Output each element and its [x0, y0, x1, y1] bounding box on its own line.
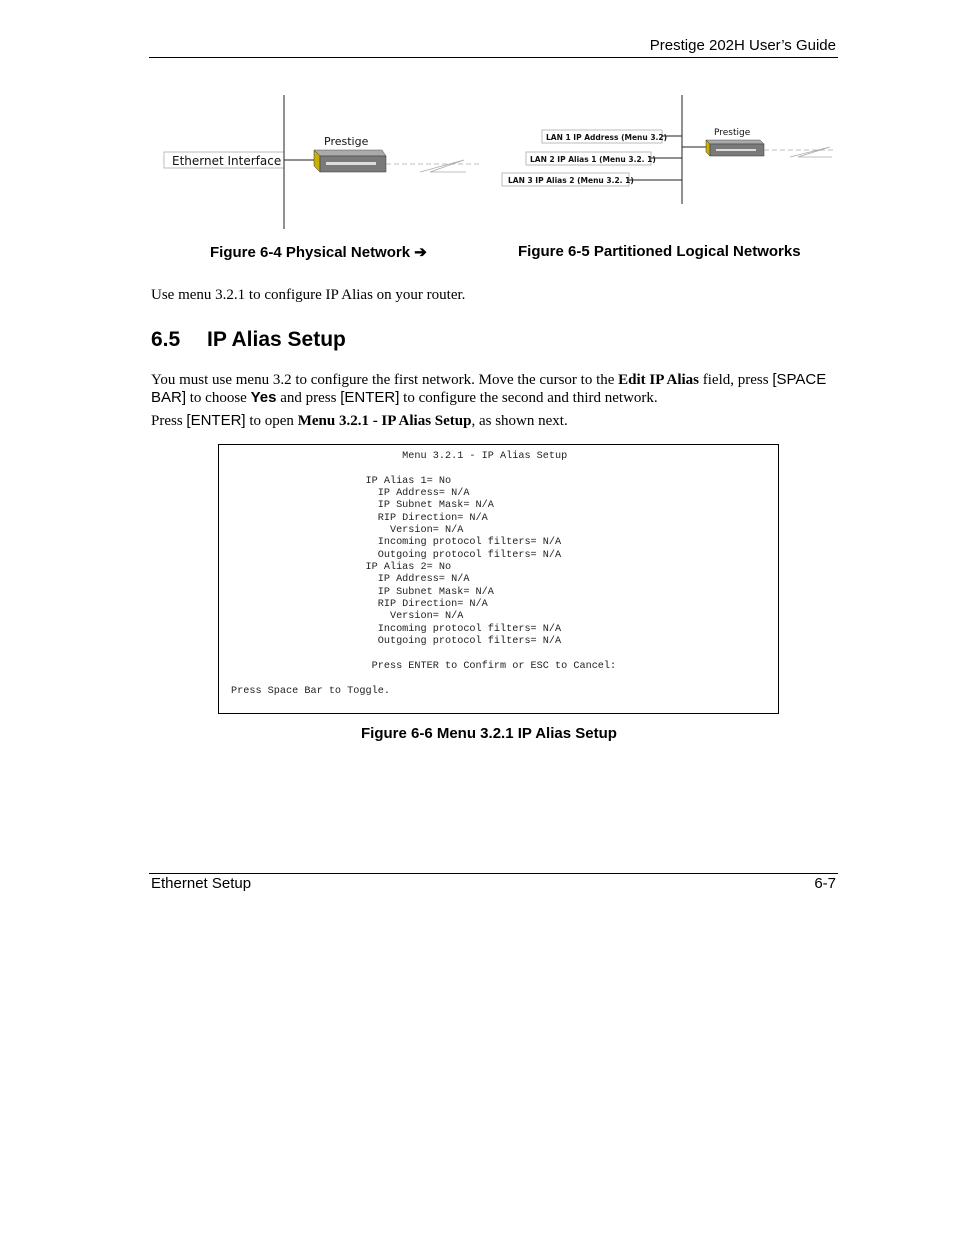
section-number: 6.5 — [151, 328, 181, 351]
para1-text: and press — [276, 390, 341, 406]
menu-screen-line: Press Space Bar to Toggle. — [231, 685, 390, 697]
menu-screen-line: Menu 3.2.1 - IP Alias Setup — [231, 451, 568, 462]
menu-screen-text — [231, 451, 616, 698]
ethernet-label: Ethernet Interface — [172, 154, 282, 168]
figure-physical-network — [160, 92, 480, 232]
para2-text: , as shown next. — [471, 413, 568, 429]
menu-screen-line: IP Alias 2= No — [231, 562, 452, 574]
menu-screen-line: Incoming protocol filters= N/A — [231, 623, 562, 635]
figure-6-5-caption: Figure 6-5 Partitioned Logical Networks — [518, 243, 801, 260]
para1-text: to choose — [186, 390, 251, 406]
menu-screen-line: Outgoing protocol filters= N/A — [231, 636, 562, 648]
footer-rule — [149, 873, 838, 874]
para1-text: to configure the second and third network. — [399, 390, 658, 406]
footer-page-number: 6-7 — [814, 875, 836, 892]
para2-text: to open — [245, 413, 298, 429]
menu-screen-line: IP Subnet Mask= N/A — [231, 500, 494, 512]
enter-key: [ENTER] — [340, 389, 400, 406]
figure-6-6-caption: Figure 6-6 Menu 3.2.1 IP Alias Setup — [361, 725, 617, 742]
para1-text: You must use menu 3.2 to configure the first network. Move the cursor to the — [151, 372, 619, 388]
lan2-label: LAN 2 IP Alias 1 (Menu 3.2. 1) — [530, 155, 656, 164]
menu-screen-line: Press ENTER to Confirm or ESC to Cancel: — [231, 660, 617, 672]
footer-chapter-title: Ethernet Setup — [151, 875, 252, 892]
menu-name-term: Menu 3.2.1 - IP Alias Setup — [297, 413, 472, 429]
figure-6-4-caption: Figure 6-4 Physical Network ➔ — [210, 244, 427, 261]
prestige-device-label: Prestige — [324, 135, 369, 148]
wan-dashed-link — [764, 147, 836, 157]
intro-paragraph: Use menu 3.2.1 to configure IP Alias on your router. — [151, 287, 466, 303]
menu-screen-line: Outgoing protocol filters= N/A — [231, 549, 562, 561]
menu-3-2-1-screen — [218, 444, 779, 714]
yes-value: Yes — [250, 389, 277, 406]
space-bar-key: [SPACE BAR] — [151, 371, 827, 406]
lan3-label: LAN 3 IP Alias 2 (Menu 3.2. 1) — [508, 176, 634, 185]
router-device-icon — [706, 140, 764, 156]
menu-screen-line: IP Address= N/A — [231, 574, 470, 586]
header-rule — [149, 57, 838, 58]
menu-screen-line: RIP Direction= N/A — [231, 512, 488, 524]
menu-screen-line: Incoming protocol filters= N/A — [231, 537, 562, 549]
prestige-device-label: Prestige — [714, 128, 751, 138]
menu-screen-line: RIP Direction= N/A — [231, 599, 488, 611]
menu-screen-line: IP Alias 1= No — [231, 475, 452, 487]
figure-partitioned-networks — [498, 92, 838, 207]
running-header-title: Prestige 202H User’s Guide — [649, 37, 836, 54]
lan1-label: LAN 1 IP Address (Menu 3.2) — [546, 133, 668, 142]
router-device-icon — [314, 150, 386, 172]
menu-screen-line: Version= N/A — [231, 611, 464, 623]
menu-screen-line: IP Subnet Mask= N/A — [231, 586, 494, 598]
wan-dashed-link — [386, 160, 480, 172]
edit-ip-alias-term: Edit IP Alias — [618, 372, 700, 388]
open-menu-paragraph — [151, 412, 841, 430]
para1-text: field, press — [699, 372, 773, 388]
para2-text: Press — [151, 413, 187, 429]
instructions-paragraph — [151, 371, 841, 407]
section-heading — [151, 328, 346, 352]
enter-key: [ENTER] — [186, 412, 246, 429]
section-title: IP Alias Setup — [207, 328, 346, 351]
menu-screen-line: IP Address= N/A — [231, 488, 470, 500]
menu-screen-line: Version= N/A — [231, 525, 464, 537]
